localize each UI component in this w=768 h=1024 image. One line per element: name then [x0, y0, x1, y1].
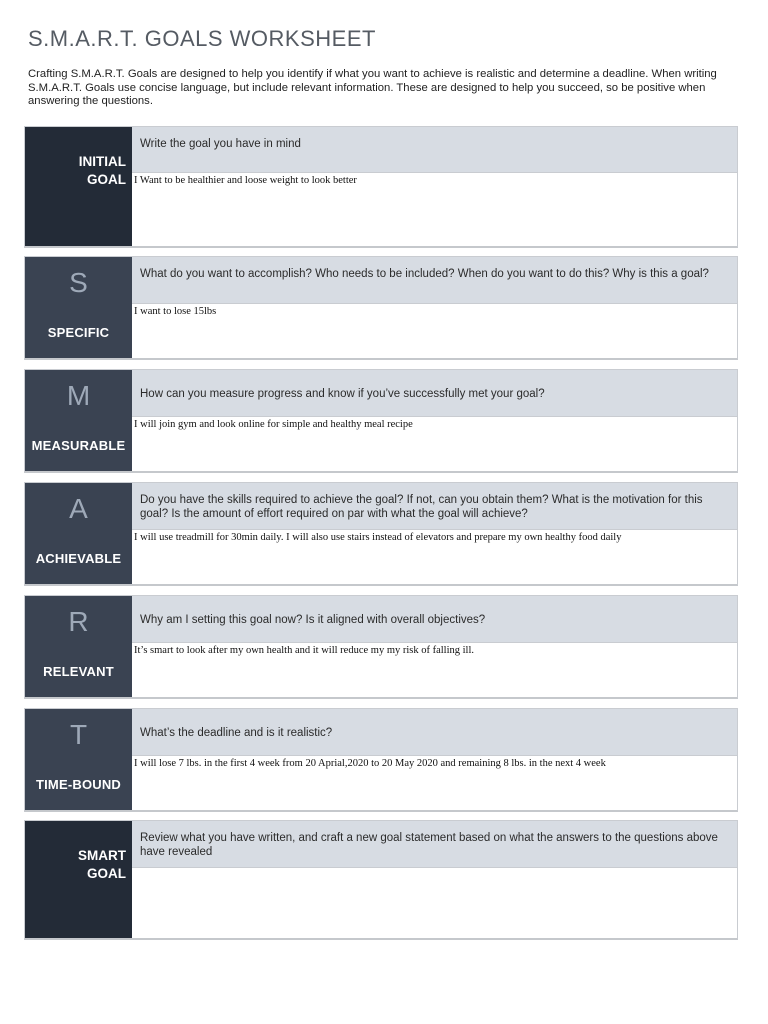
- intro-text: Crafting S.M.A.R.T. Goals are designed to help you identify if what you want to achieve is realistic and determine a deadline. When writing S.M.A.R.T. Goals use concise language, but include relevant information. These are designed to help you succeed, so be positive when answering the questions.: [28, 68, 717, 107]
- section-relevant: [24, 595, 738, 699]
- question-text: How can you measure progress and know if you’ve successfully met your goal?: [132, 370, 737, 417]
- question-text: Review what you have written, and craft a new goal statement based on what the answers to the questions above have revealed: [132, 821, 737, 868]
- answer-field[interactable]: I Want to be healthier and loose weight to look better: [132, 173, 737, 246]
- section-letter: T: [69, 719, 88, 750]
- section-initial-goal: [24, 126, 738, 248]
- section-label: [25, 127, 132, 246]
- label-line-1: SMART: [78, 848, 126, 863]
- section-letter: A: [69, 493, 88, 524]
- section-letter: M: [66, 380, 91, 411]
- section-label: [25, 483, 132, 584]
- answer-field[interactable]: I will use treadmill for 30min daily. I will also use stairs instead of elevators and prepare my own healthy food daily: [132, 530, 737, 584]
- question-text: Write the goal you have in mind: [132, 127, 737, 173]
- question-text: What do you want to accomplish? Who needs to be included? When do you want to do this? Why is this a goal?: [132, 257, 737, 304]
- section-specific: [24, 256, 738, 360]
- answer-field[interactable]: I will lose 7 lbs. in the first 4 week from 20 Aprial,2020 to 20 May 2020 and remaining 8 lbs. in the next 4 week: [132, 756, 737, 810]
- label-line-2: GOAL: [87, 866, 126, 881]
- section-label: [25, 709, 132, 810]
- section-word: TIME-BOUND: [35, 777, 122, 792]
- section-letter: R: [68, 606, 89, 637]
- section-word: SPECIFIC: [47, 325, 110, 340]
- answer-field[interactable]: I will join gym and look online for simple and healthy meal recipe: [132, 417, 737, 471]
- section-word: RELEVANT: [43, 664, 114, 679]
- question-text: What’s the deadline and is it realistic?: [132, 709, 737, 756]
- section-word: ACHIEVABLE: [35, 551, 122, 566]
- label-line-1: INITIAL: [78, 154, 126, 169]
- answer-field[interactable]: It’s smart to look after my own health and it will reduce my my risk of falling ill.: [132, 643, 737, 697]
- section-smart-goal: [24, 820, 738, 940]
- page-title: S.M.A.R.T. GOALS WORKSHEET: [28, 26, 376, 51]
- section-label: [25, 821, 132, 938]
- answer-field[interactable]: [132, 868, 737, 938]
- question-text: Do you have the skills required to achieve the goal? If not, can you obtain them? What is the motivation for this goal? Is the amount of effort required on par with what the goal will achieve?: [132, 483, 737, 530]
- answer-field[interactable]: I want to lose 15lbs: [132, 304, 737, 358]
- section-word: MEASURABLE: [31, 438, 126, 453]
- section-letter: S: [69, 267, 88, 298]
- label-line-2: GOAL: [87, 172, 126, 187]
- section-label: [25, 596, 132, 697]
- question-text: Why am I setting this goal now? Is it aligned with overall objectives?: [132, 596, 737, 643]
- section-time-bound: [24, 708, 738, 812]
- section-label: [25, 370, 132, 471]
- section-achievable: [24, 482, 738, 586]
- section-label: [25, 257, 132, 358]
- section-measurable: [24, 369, 738, 473]
